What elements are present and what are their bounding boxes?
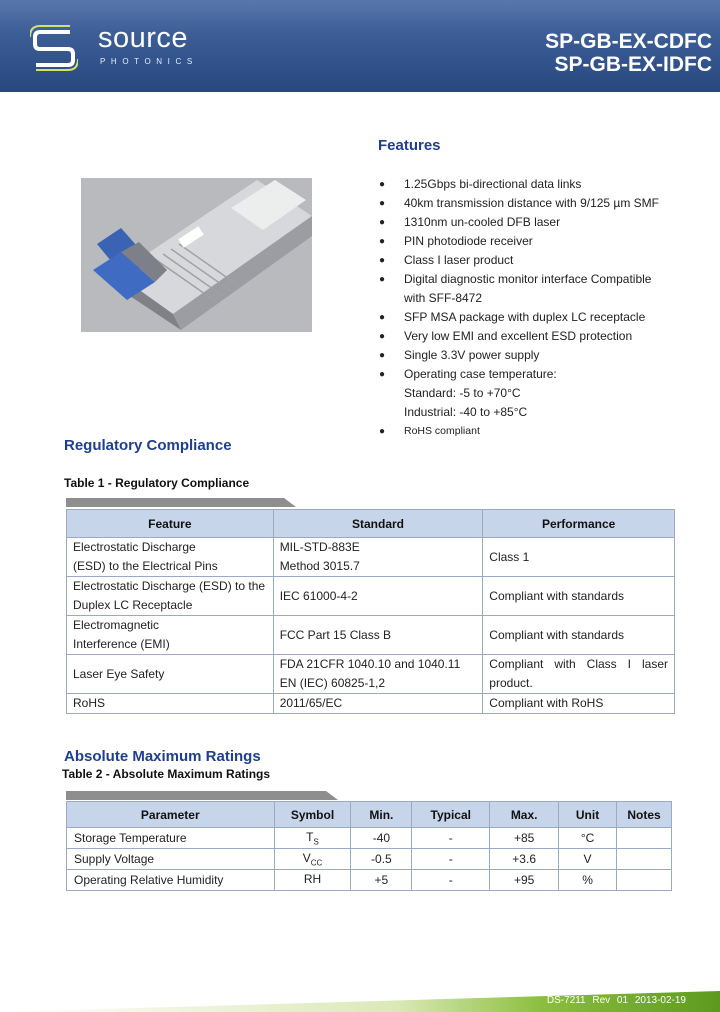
table-header-row <box>67 510 675 538</box>
footer-doc-info <box>547 995 686 1006</box>
feature-item: ● 1310nm un-cooled DFB laser <box>378 213 688 232</box>
page-footer <box>0 991 720 1012</box>
doc-date: 2013-02-19 <box>634 995 686 1006</box>
feature-item: ● PIN photodiode receiver <box>378 232 688 251</box>
table2-bar <box>66 791 326 800</box>
symbol-cell: $V_{CC}$ <box>274 849 351 870</box>
col-header-standard: Standard <box>273 510 483 538</box>
feature-item: ● SFP MSA package with duplex LC receptacle <box>378 308 688 327</box>
symbol-cell: RH <box>274 870 351 891</box>
table-row: Electromagnetic Interference (EMI) FCC Part 15 Class B Compliant with standards <box>67 616 675 655</box>
bullet-icon: ● <box>379 369 386 380</box>
col-header-performance: Performance <box>483 510 675 538</box>
table-row: Storage Temperature $T_S$ -40 - +85 °C <box>67 828 672 849</box>
col-header-feature: Feature <box>67 510 274 538</box>
logo-wordmark: source <box>98 22 189 54</box>
page-header <box>0 0 720 92</box>
bullet-icon: ● <box>379 312 386 323</box>
logo-subtitle: PHOTONICS <box>100 57 198 66</box>
table1-caption: Table 1 - Regulatory Compliance <box>64 476 250 490</box>
part-number-idfc: SP-GB-EX-IDFC <box>554 53 712 76</box>
ratings-table <box>66 801 672 891</box>
col-header-min: Min. <box>351 802 412 828</box>
part-number-cdfc: SP-GB-EX-CDFC <box>545 30 712 53</box>
bullet-icon: ● <box>379 426 386 437</box>
feature-item: ● Single 3.3V power supply <box>378 346 688 365</box>
col-header-notes: Notes <box>617 802 672 828</box>
col-header-unit: Unit <box>559 802 617 828</box>
bullet-icon: ● <box>379 217 386 228</box>
table-row: Supply Voltage $V_{CC}$ -0.5 - +3.6 V <box>67 849 672 870</box>
ratings-title: Absolute Maximum Ratings <box>64 748 261 765</box>
features-list <box>378 175 688 441</box>
feature-item: ● 1.25Gbps bi-directional data links <box>378 175 688 194</box>
features-title: Features <box>378 137 441 154</box>
table2-caption: Table 2 - Absolute Maximum Ratings <box>62 767 271 781</box>
table-row: Operating Relative Humidity RH +5 - +95 % <box>67 870 672 891</box>
col-header-parameter: Parameter <box>67 802 275 828</box>
table-row: RoHS 2011/65/EC Compliant with RoHS <box>67 694 675 714</box>
feature-item: ● RoHS compliant <box>378 422 688 441</box>
sfp-module-photo <box>81 178 312 332</box>
symbol-cell: $T_S$ <box>274 828 351 849</box>
feature-item: ● 40km transmission distance with 9/125 µm SMF <box>378 194 688 213</box>
col-header-max: Max. <box>490 802 559 828</box>
bullet-icon: ● <box>379 331 386 342</box>
bullet-icon: ● <box>379 179 386 190</box>
bullet-icon: ● <box>379 255 386 266</box>
col-header-symbol: Symbol <box>274 802 351 828</box>
feature-item: ● Very low EMI and excellent ESD protection <box>378 327 688 346</box>
feature-item: ● Operating case temperature: Standard: -5 to +70°C Industrial: -40 to +85°C <box>379 367 557 419</box>
bullet-icon: ● <box>379 198 386 209</box>
doc-number: DS-7211 <box>546 995 586 1006</box>
col-header-typical: Typical <box>412 802 490 828</box>
regulatory-title: Regulatory Compliance <box>64 437 232 454</box>
table-row: Electrostatic Discharge (ESD) to the Electrical Pins MIL-STD-883E Method 3015.7 Class 1 <box>67 538 675 577</box>
feature-item: ● Digital diagnostic monitor interface Compatible with SFF-8472 <box>379 272 652 305</box>
bullet-icon: ● <box>379 236 386 247</box>
bullet-icon: ● <box>379 274 386 285</box>
regulatory-table <box>66 509 675 714</box>
revision: Rev 01 <box>592 995 629 1006</box>
table-header-row <box>67 802 672 828</box>
bullet-icon: ● <box>379 350 386 361</box>
feature-item: ● Class I laser product <box>378 251 688 270</box>
source-photonics-logo-icon <box>30 24 78 72</box>
table1-bar <box>66 498 284 507</box>
table-row: Electrostatic Discharge (ESD) to the Duplex LC Receptacle IEC 61000-4-2 Compliant with standards <box>67 577 675 616</box>
table-row: Laser Eye Safety FDA 21CFR 1040.10 and 1040.11 EN (IEC) 60825-1,2 Compliant with Class I laser product. <box>67 655 675 694</box>
